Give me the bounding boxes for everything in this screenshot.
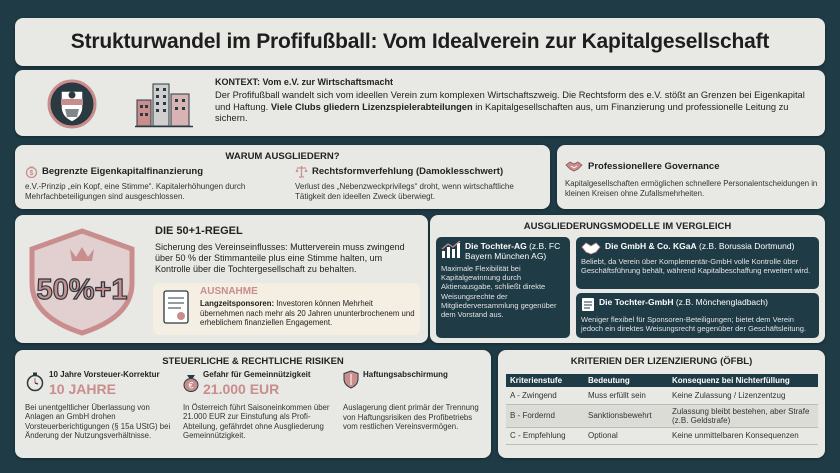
- why-item-equity: [25, 165, 285, 202]
- table-cell: Muss erfüllt sein: [584, 387, 668, 404]
- tax-panel: [15, 350, 491, 458]
- why-item-text: e.V.-Prinzip „ein Kopf, eine Stimme“. Kapitalerhöhungen durch Mehrfachbeteiligungen sind ausgeschlossen.: [25, 182, 246, 201]
- model-text: Beliebt, da Verein über Komplementär-GmbH volle Kontrolle über Geschäftsführung behält, während Kapitalbeschaffung erweitert wird.: [581, 257, 811, 276]
- rule-panel: [15, 215, 428, 343]
- tax-item-charity: [183, 370, 333, 441]
- column-header: Kriterienstufe: [506, 374, 584, 387]
- tax-item-liability: [343, 370, 483, 432]
- table-cell: B - Fordernd: [506, 404, 584, 427]
- context-text-part1: Der Profifußball wandelt sich vom ideellen Verein zum komplexen Wirtschaftszweig. Die Rechtsform des e.V. stößt an Grenzen bei Eigenkapital und Haftung.: [215, 90, 805, 112]
- context-text: [215, 90, 815, 125]
- why-item-legal-form: [295, 165, 545, 202]
- why-item-text: Verlust des „Nebenzweckprivilegs“ droht, wenn wirtschaftliche Tätigkeit den ideellen Zweck überwiegt.: [295, 182, 514, 201]
- money-bag-icon: [25, 165, 38, 178]
- svg-text:$: $: [29, 170, 34, 177]
- model-card-ag: [436, 237, 570, 338]
- governance-title: Professionellere Governance: [588, 160, 720, 172]
- table-header-row: [506, 374, 818, 387]
- why-item-title: Begrenzte Eigenkapitalfinanzierung: [42, 166, 203, 177]
- tax-item-title: Haftungsabschirmung: [363, 370, 448, 379]
- page-title: Strukturwandel im Profifußball: Vom Idealverein zur Kapitalgesellschaft: [70, 30, 770, 53]
- model-example: (z.B. Borussia Dortmund): [696, 241, 795, 251]
- column-header: Bedeutung: [584, 374, 668, 387]
- svg-text:€: €: [188, 380, 194, 391]
- why-item-title: Rechtsformverfehlung (Damoklesschwert): [312, 166, 504, 177]
- context-heading: KONTEXT: Vom e.V. zur Wirtschaftsmacht: [215, 77, 393, 87]
- governance-text: Kapitalgesellschaften ermöglichen schnellere Personalentscheidungen in kleinen Kreisen ohne Zufallsmehrheiten.: [565, 179, 818, 198]
- shield-badge-icon: [20, 227, 145, 337]
- table-cell: Sanktionsbewehrt: [584, 404, 668, 427]
- handshake-icon: [581, 241, 601, 255]
- model-name: Die Tochter-AG: [465, 241, 527, 251]
- model-name: Die Tochter-GmbH: [599, 297, 674, 307]
- exception-bold: Langzeitsponsoren:: [200, 299, 275, 308]
- model-text: Maximale Flexibilität bei Kapitalgewinnung durch Aktienausgabe, schließt direkte Weisungsrechte der Mitgliederversammlung gegenüber dem Vorstand aus.: [441, 264, 557, 320]
- title-banner: [15, 18, 825, 66]
- models-panel: [430, 215, 825, 343]
- tax-heading: STEUERLICHE & RECHTLICHE RISIKEN: [162, 356, 344, 367]
- model-card-gmbh: [576, 293, 819, 338]
- licensing-panel: [498, 350, 825, 458]
- exception-body: Investoren können Mehrheit übernehmen nach mehr als 20 Jahren ununterbrochenem und erheblichem finanziellen Engagement.: [200, 299, 415, 327]
- model-example: (z.B. FC Bayern München AG): [465, 241, 561, 261]
- office-building-icon: [135, 80, 193, 128]
- document-icon: [581, 297, 595, 312]
- table-cell: A - Zwingend: [506, 387, 584, 404]
- table-row: [506, 404, 818, 427]
- tax-item-text: In Österreich führt Saisoneinkommen über 21.000 EUR zur Einstufung als Profi-Abteilung, gefährdet ohne Ausgliederung Gemeinnützigkeit.: [183, 402, 330, 440]
- tax-item-text: Bei unentgeltlicher Überlassung von Anlagen an GmbH drohen Vorsteuerberichtigungen (§ 15a UStG) bei Änderung der Nutzungsverhältnisse.: [25, 402, 171, 440]
- table-cell: Zulassung bleibt bestehen, aber Strafe (z.B. Geldstrafe): [668, 404, 818, 427]
- why-heading: WARUM AUSGLIEDERN?: [225, 151, 340, 162]
- licensing-heading: KRITERIEN DER LIZENZIERUNG (ÖFBL): [570, 356, 753, 367]
- tax-item-title: Gefahr für Gemeinnützigkeit: [203, 370, 311, 379]
- scroll-document-icon: [159, 288, 193, 326]
- column-header: Konsequenz bei Nichterfüllung: [668, 374, 818, 387]
- model-example: (z.B. Mönchengladbach): [673, 297, 768, 307]
- context-panel: [15, 70, 825, 136]
- table-row: [506, 427, 818, 444]
- context-text-part2: in Kapitalgesellschaften aus, um Finanzierung und professionelle Leitung zu sichern.: [215, 101, 789, 123]
- rule-text: Sicherung des Vereinseinflusses: Mutterverein muss zwingend über 50 % der Stimmanteile plus eine Stimme halten, um Kontrolle über die Tochtergesellschaft zu behalten.: [155, 242, 405, 274]
- model-card-kgaa: [576, 237, 819, 289]
- tax-item-title: 10 Jahre Vorsteuer-Korrektur: [49, 370, 160, 379]
- tax-item-figure: 10 JAHRE: [49, 380, 116, 397]
- rule-heading: DIE 50+1-REGEL: [155, 225, 243, 237]
- scales-icon: [295, 165, 308, 178]
- why-panel: [15, 145, 550, 209]
- club-crest-icon: [47, 79, 97, 129]
- exception-text: [200, 299, 416, 328]
- table-cell: C - Empfehlung: [506, 427, 584, 444]
- exception-title: AUSNAHME: [200, 286, 258, 297]
- tax-item-text: Auslagerung dient primär der Trennung von Haftungsrisiken des Profibetriebs vom restlichen Vereinsvermögen.: [343, 403, 479, 431]
- table-cell: Keine Zulassung / Lizenzentzug: [668, 387, 818, 404]
- exception-box: [153, 283, 420, 335]
- governance-panel: [557, 145, 825, 209]
- rule-badge-text: 50%+1: [36, 274, 128, 306]
- stock-chart-icon: [441, 241, 461, 259]
- licensing-table: [506, 374, 818, 445]
- models-heading: AUSGLIEDERUNGSMODELLE IM VERGLEICH: [523, 221, 732, 232]
- handshake-icon: [565, 160, 583, 172]
- table-cell: Keine unmittelbaren Konsequenzen: [668, 427, 818, 444]
- stopwatch-icon: [25, 372, 45, 392]
- table-cell: Optional: [584, 427, 668, 444]
- tax-item-figure: 21.000 EUR: [203, 380, 280, 397]
- model-text: Weniger flexibel für Sponsoren-Beteiligungen; bietet dem Verein jedoch ein direktes Weisungsrecht gegenüber der Geschäftsleitung.: [581, 315, 806, 334]
- money-bag-icon: [183, 372, 199, 392]
- model-name: Die GmbH & Co. KGaA: [605, 241, 697, 251]
- context-text-bold: Viele Clubs gliedern Lizenzspielerabteilungen: [270, 101, 473, 112]
- shield-icon: [343, 370, 359, 389]
- table-row: [506, 387, 818, 404]
- tax-item-vat: [25, 370, 175, 441]
